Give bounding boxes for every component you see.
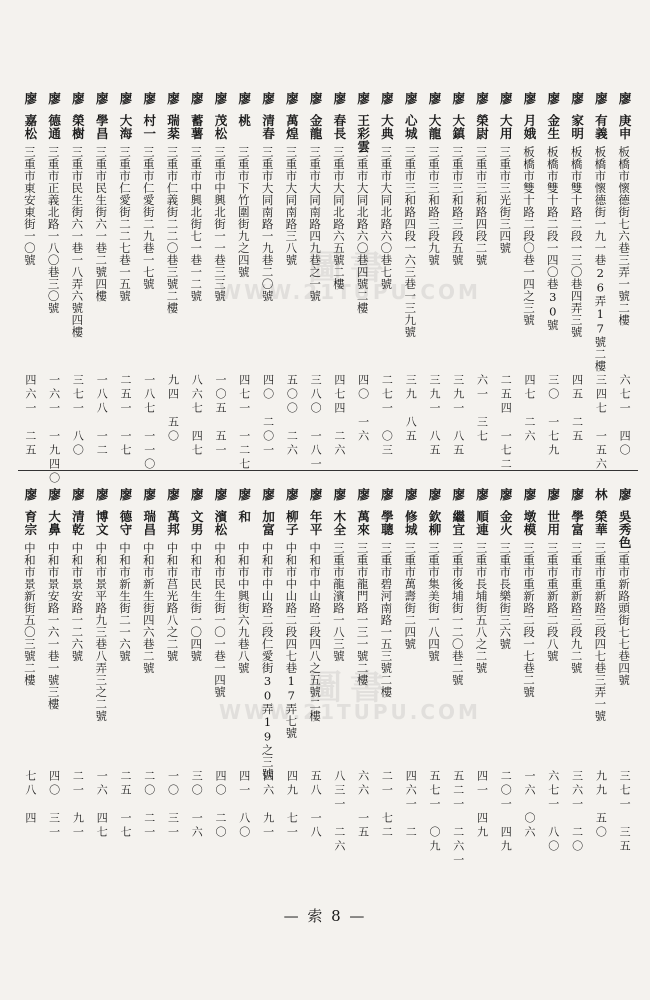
entry-phone: 六一 三七 bbox=[475, 374, 489, 444]
entry-phone: 四〇 二〇一 bbox=[261, 374, 275, 458]
entry-given-name: 欽柳 bbox=[426, 510, 442, 536]
entry-surname: 廖 bbox=[189, 92, 205, 105]
entry-given-name: 庚申 bbox=[617, 114, 633, 140]
entry-surname: 廖 bbox=[355, 92, 371, 105]
entry-given-name: 加富 bbox=[260, 510, 276, 536]
entry-surname: 廖 bbox=[498, 92, 514, 105]
entry-surname: 廖 bbox=[331, 92, 347, 105]
entry-given-name: 家明 bbox=[569, 114, 585, 140]
entry-surname: 廖 bbox=[617, 488, 633, 501]
entry-phone: 五八 一八 bbox=[309, 770, 323, 840]
entry-phone: 四七四 二六 bbox=[332, 374, 346, 458]
entry-surname: 林 bbox=[593, 488, 609, 501]
directory-entry bbox=[329, 92, 349, 458]
entry-address: 三重市三和路三段九號 bbox=[426, 146, 441, 266]
directory-entry bbox=[424, 92, 444, 458]
directory-entry bbox=[567, 488, 587, 854]
entry-given-name: 德通 bbox=[46, 114, 62, 140]
entry-given-name: 萬邦 bbox=[165, 510, 181, 536]
entry-surname: 廖 bbox=[117, 488, 133, 501]
entry-given-name: 榮樹 bbox=[70, 114, 86, 140]
entry-surname: 廖 bbox=[308, 488, 324, 501]
directory-entry bbox=[543, 488, 563, 854]
directory-entry bbox=[519, 488, 539, 848]
entry-address: 三重市仁義街二二〇巷三號二樓 bbox=[165, 146, 180, 314]
entry-surname: 廖 bbox=[426, 92, 442, 105]
entry-phone: 一六 〇六 bbox=[523, 770, 537, 840]
entry-surname: 廖 bbox=[331, 488, 347, 501]
entry-address: 板橋市懷德街七六巷三弄一號二樓 bbox=[617, 146, 632, 326]
entry-address: 三重市正義北路一八〇巷三〇號 bbox=[46, 146, 61, 314]
directory-entry bbox=[400, 92, 420, 452]
directory-entry bbox=[91, 488, 111, 848]
entry-surname: 廖 bbox=[236, 92, 252, 105]
entry-address: 中和市景新街五〇三號二樓 bbox=[22, 542, 37, 686]
entry-phone: 六七一 八〇 bbox=[546, 770, 560, 854]
entry-given-name: 大龍 bbox=[426, 114, 442, 140]
directory-entry bbox=[258, 92, 278, 458]
directory-entry bbox=[67, 488, 87, 848]
entry-phone: 四六 九一 bbox=[261, 770, 275, 840]
entry-surname: 廖 bbox=[355, 488, 371, 501]
entry-phone: 四六一 二五 bbox=[23, 374, 37, 458]
entry-phone: 一六一 一九四〇 bbox=[47, 374, 61, 486]
entry-surname: 廖 bbox=[569, 488, 585, 501]
directory-entry bbox=[115, 488, 135, 848]
entry-surname: 廖 bbox=[308, 92, 324, 105]
entry-phone: 四〇 一六 bbox=[356, 374, 370, 444]
entry-given-name: 育宗 bbox=[22, 510, 38, 536]
entry-address: 中和市中興街六九巷八號 bbox=[236, 542, 251, 674]
entry-given-name: 和 bbox=[236, 510, 252, 523]
entry-address: 中和市中山路二段仁愛街30弄19之三號 bbox=[260, 542, 275, 780]
entry-surname: 廖 bbox=[426, 488, 442, 501]
entry-surname: 廖 bbox=[213, 92, 229, 105]
entry-address: 三重市仁愛街二九巷一七號 bbox=[141, 146, 156, 290]
entry-surname: 廖 bbox=[94, 488, 110, 501]
entry-phone: 四七 二六 bbox=[523, 374, 537, 444]
directory-entry bbox=[44, 92, 64, 486]
entry-surname: 廖 bbox=[165, 488, 181, 501]
entry-phone: 三九 八五 bbox=[404, 374, 418, 444]
directory-entry bbox=[186, 488, 206, 848]
entry-address: 三重市東安東街一〇號 bbox=[22, 146, 37, 266]
entry-address: 三重市仁愛街二二七巷一五號 bbox=[117, 146, 132, 302]
directory-entry bbox=[20, 488, 40, 848]
entry-given-name: 學富 bbox=[569, 510, 585, 536]
entry-phone: 二五四 一七二 bbox=[499, 374, 513, 472]
entry-address: 中和市新生街四六巷二號 bbox=[141, 542, 156, 674]
entry-surname: 廖 bbox=[70, 92, 86, 105]
directory-entry bbox=[20, 92, 40, 458]
directory-entry bbox=[376, 92, 396, 458]
entry-given-name: 瑞棻 bbox=[165, 114, 181, 140]
entry-phone: 五七一 〇九 bbox=[427, 770, 441, 854]
entry-address: 三重市重新路三段四七巷三弄一號 bbox=[593, 542, 608, 722]
entry-given-name: 榮華 bbox=[593, 510, 609, 536]
entry-given-name: 清春 bbox=[260, 114, 276, 140]
entry-phone: 三〇 一七九 bbox=[546, 374, 560, 458]
entry-address: 三重市大同南路三八號 bbox=[284, 146, 299, 266]
entry-surname: 廖 bbox=[260, 488, 276, 501]
entry-given-name: 繼宜 bbox=[450, 510, 466, 536]
entry-address: 三重市中興北街七一巷一二號 bbox=[189, 146, 204, 302]
entry-surname: 廖 bbox=[284, 488, 300, 501]
entry-given-name: 瑞昌 bbox=[141, 510, 157, 536]
directory-entry bbox=[424, 488, 444, 854]
entry-given-name: 蓄薯 bbox=[189, 114, 205, 140]
entry-surname: 廖 bbox=[545, 92, 561, 105]
page-number: — 索 8 — bbox=[283, 907, 367, 925]
entry-given-name: 心城 bbox=[403, 114, 419, 140]
directory-entry bbox=[258, 488, 278, 848]
entry-surname: 廖 bbox=[379, 92, 395, 105]
entry-surname: 廖 bbox=[46, 92, 62, 105]
entry-address: 三重市龍濱路一八三號 bbox=[331, 542, 346, 662]
entry-address: 三重市重新路二段八號 bbox=[545, 542, 560, 662]
entry-given-name: 王彩雲 bbox=[355, 114, 371, 153]
directory-entry bbox=[472, 488, 492, 848]
entry-address: 三重市三和路四段二號 bbox=[474, 146, 489, 266]
entry-address: 三重市新路頭街七七巷四號 bbox=[617, 542, 632, 686]
entry-surname: 廖 bbox=[236, 488, 252, 501]
watermark-text-lower: 圖書 bbox=[308, 668, 392, 708]
directory-entry bbox=[186, 92, 206, 458]
entry-phone: 一〇五 五一 bbox=[214, 374, 228, 458]
entry-given-name: 嘉松 bbox=[22, 114, 38, 140]
entry-surname: 廖 bbox=[545, 488, 561, 501]
directory-entry bbox=[614, 92, 634, 458]
entry-phone: 五二一 二六一 bbox=[451, 770, 465, 868]
entry-phone: 三六一 二〇 bbox=[570, 770, 584, 854]
entry-surname: 廖 bbox=[70, 488, 86, 501]
entry-phone: 三八〇 一八一 bbox=[309, 374, 323, 472]
entry-given-name: 大海 bbox=[117, 114, 133, 140]
directory-entry bbox=[614, 488, 634, 854]
entry-phone: 八六七 四七 bbox=[190, 374, 204, 458]
directory-entry bbox=[353, 488, 373, 848]
entry-given-name: 萬煌 bbox=[284, 114, 300, 140]
entry-address: 三重市大同北路六五號二樓 bbox=[331, 146, 346, 290]
entry-given-name: 村一 bbox=[141, 114, 157, 140]
entry-surname: 廖 bbox=[498, 488, 514, 501]
directory-entry bbox=[495, 488, 515, 854]
entry-address: 三重市大同南路一九巷二〇號 bbox=[260, 146, 275, 302]
entry-address: 中和市景安路一二六號 bbox=[70, 542, 85, 662]
directory-entry bbox=[305, 92, 325, 472]
entry-given-name: 博文 bbox=[94, 510, 110, 536]
directory-entry bbox=[115, 92, 135, 458]
entry-given-name: 月娥 bbox=[522, 114, 538, 140]
directory-entry bbox=[234, 92, 254, 472]
entry-surname: 廖 bbox=[22, 92, 38, 105]
entry-surname: 廖 bbox=[117, 92, 133, 105]
entry-address: 三重市三和路四段一六三巷一三九號 bbox=[403, 146, 418, 338]
entry-given-name: 文男 bbox=[189, 510, 205, 536]
entry-phone: 四〇 三一 bbox=[47, 770, 61, 840]
directory-entry bbox=[139, 488, 159, 848]
entry-given-name: 柳子 bbox=[284, 510, 300, 536]
directory-entry bbox=[353, 92, 373, 452]
directory-entry bbox=[472, 92, 492, 452]
entry-surname: 廖 bbox=[593, 92, 609, 105]
entry-phone: 四一 四九 bbox=[475, 770, 489, 840]
entry-phone: 二一 九一 bbox=[71, 770, 85, 840]
directory-entry bbox=[44, 488, 64, 848]
directory-entry bbox=[590, 92, 610, 472]
top-directory-section bbox=[18, 92, 636, 486]
entry-address: 中和市景平路九三巷八弄三之二號 bbox=[94, 542, 109, 722]
entry-surname: 廖 bbox=[403, 488, 419, 501]
directory-entry bbox=[519, 92, 539, 452]
entry-address: 三重市萬壽街二四號 bbox=[403, 542, 418, 650]
directory-entry bbox=[281, 488, 301, 848]
entry-given-name: 學昌 bbox=[94, 114, 110, 140]
directory-entry bbox=[448, 488, 468, 868]
entry-given-name: 金火 bbox=[498, 510, 514, 536]
directory-entry bbox=[495, 92, 515, 472]
entry-given-name: 濱松 bbox=[213, 510, 229, 536]
watermark-text: 圖書 bbox=[308, 248, 392, 288]
entry-address: 三重市中興北街一一巷三三號 bbox=[213, 146, 228, 302]
entry-address: 中和市民生街一〇一巷一四號 bbox=[213, 542, 228, 698]
entry-address: 三重市後埔街一二〇巷二號 bbox=[450, 542, 465, 686]
entry-given-name: 茂松 bbox=[213, 114, 229, 140]
entry-address: 三重市集美街一八四號 bbox=[426, 542, 441, 662]
entry-phone: 三四七 一五六 bbox=[594, 374, 608, 472]
entry-surname: 廖 bbox=[189, 488, 205, 501]
entry-phone: 三九一 八五 bbox=[427, 374, 441, 458]
entry-address: 三重市民生街六一巷一八弄六號四樓 bbox=[70, 146, 85, 338]
directory-entry bbox=[91, 92, 111, 458]
entry-given-name: 榮尉 bbox=[474, 114, 490, 140]
directory-entry bbox=[139, 92, 159, 472]
entry-address: 板橋市懷德街一九一巷26弄17號二樓 bbox=[593, 146, 608, 372]
entry-address: 三重市三和路三段五號 bbox=[450, 146, 465, 266]
entry-address: 三重市三光街三四號 bbox=[498, 146, 513, 254]
entry-surname: 廖 bbox=[260, 92, 276, 105]
entry-address: 三重市重新路三段九二號 bbox=[569, 542, 584, 674]
watermark-url-lower: WWW.21TUPU.COM bbox=[219, 700, 481, 724]
directory-entry bbox=[281, 92, 301, 458]
entry-given-name: 順連 bbox=[474, 510, 490, 536]
entry-surname: 廖 bbox=[522, 488, 538, 501]
entry-address: 中和市民生街一〇四號 bbox=[189, 542, 204, 662]
entry-surname: 廖 bbox=[522, 92, 538, 105]
entry-phone: 一八八 一二 bbox=[95, 374, 109, 458]
entry-phone: 二一 七二 bbox=[380, 770, 394, 840]
entry-surname: 廖 bbox=[141, 92, 157, 105]
entry-phone: 三〇 一六 bbox=[190, 770, 204, 840]
directory-entry bbox=[376, 488, 396, 848]
entry-surname: 廖 bbox=[450, 92, 466, 105]
entry-surname: 廖 bbox=[450, 488, 466, 501]
entry-phone: 七八 四 bbox=[23, 770, 37, 826]
entry-phone: 六六 一五 bbox=[356, 770, 370, 840]
entry-surname: 廖 bbox=[474, 92, 490, 105]
directory-entry bbox=[448, 92, 468, 458]
entry-given-name: 木全 bbox=[331, 510, 347, 536]
bottom-directory-section bbox=[18, 488, 636, 868]
entry-given-name: 桃 bbox=[236, 114, 252, 127]
entry-address: 三重市大同南路四九巷之一號 bbox=[308, 146, 323, 302]
directory-entry bbox=[163, 92, 183, 452]
directory-entry bbox=[543, 92, 563, 458]
entry-phone: 三九一 八五 bbox=[451, 374, 465, 458]
entry-surname: 廖 bbox=[379, 488, 395, 501]
directory-entry bbox=[67, 92, 87, 458]
entry-phone: 五〇〇 二六 bbox=[285, 374, 299, 458]
entry-phone: 一八七 一一〇 bbox=[142, 374, 156, 472]
entry-surname: 廖 bbox=[141, 488, 157, 501]
directory-entry bbox=[400, 488, 420, 848]
directory-entry bbox=[210, 92, 230, 458]
entry-surname: 廖 bbox=[213, 488, 229, 501]
entry-address: 三重市大同北路六〇巷七號 bbox=[379, 146, 394, 290]
entry-given-name: 大鎮 bbox=[450, 114, 466, 140]
section-divider bbox=[18, 470, 638, 471]
entry-given-name: 修城 bbox=[403, 510, 419, 536]
entry-given-name: 墩模 bbox=[522, 510, 538, 536]
entry-address: 中和市新生街二一六號 bbox=[117, 542, 132, 662]
entry-given-name: 金生 bbox=[545, 114, 561, 140]
entry-surname: 廖 bbox=[46, 488, 62, 501]
entry-phone: 一六 四七 bbox=[95, 770, 109, 840]
entry-given-name: 世用 bbox=[545, 510, 561, 536]
entry-address: 板橋市雙十路二段一三〇巷四弄三號 bbox=[569, 146, 584, 338]
directory-entry bbox=[590, 488, 610, 848]
entry-given-name: 德守 bbox=[117, 510, 133, 536]
directory-entry bbox=[329, 488, 349, 854]
entry-address: 三重市長埔街五八之二號 bbox=[474, 542, 489, 674]
directory-entry bbox=[567, 92, 587, 452]
entry-address: 三重市龍門路一三一號二樓 bbox=[355, 542, 370, 686]
entry-phone: 四七一 一二七 bbox=[237, 374, 251, 472]
entry-given-name: 大鼻 bbox=[46, 510, 62, 536]
entry-surname: 廖 bbox=[165, 92, 181, 105]
entry-address: 三重市碧河南路一五三號二樓 bbox=[379, 542, 394, 698]
entry-phone: 二五一 一七 bbox=[118, 374, 132, 458]
entry-phone: 四五 二五 bbox=[570, 374, 584, 444]
entry-address: 中和市中山路二段四七巷17弄七號 bbox=[284, 542, 299, 739]
entry-surname: 廖 bbox=[569, 92, 585, 105]
directory-entry bbox=[234, 488, 254, 848]
entry-address: 三重市民生街六一巷二號四樓 bbox=[94, 146, 109, 302]
entry-phone: 四六一 二 bbox=[404, 770, 418, 840]
entry-given-name: 學聰 bbox=[379, 510, 395, 536]
entry-surname: 廖 bbox=[474, 488, 490, 501]
entry-phone: 三七一 三五 bbox=[618, 770, 632, 854]
entry-given-name: 有義 bbox=[593, 114, 609, 140]
directory-entry bbox=[163, 488, 183, 848]
entry-surname: 廖 bbox=[617, 92, 633, 105]
entry-given-name: 吳秀色 bbox=[617, 510, 633, 549]
entry-address: 三重市重新路二段一七巷二號 bbox=[522, 542, 537, 698]
entry-address: 三重市下竹圍街九之四號 bbox=[236, 146, 251, 278]
entry-surname: 廖 bbox=[94, 92, 110, 105]
entry-phone: 二〇 二一 bbox=[142, 770, 156, 840]
entry-address: 板橋市雙十路二段〇巷一四之三號 bbox=[522, 146, 537, 326]
entry-phone: 三七一 八〇 bbox=[71, 374, 85, 458]
entry-phone: 八三一 二六 bbox=[332, 770, 346, 854]
entry-phone: 四九 七一 bbox=[285, 770, 299, 840]
entry-surname: 廖 bbox=[22, 488, 38, 501]
entry-address: 三重市長樂街三六號 bbox=[498, 542, 513, 650]
watermark-url: WWW.21TUPU.COM bbox=[219, 280, 481, 304]
entry-given-name: 大用 bbox=[498, 114, 514, 140]
entry-address: 板橋市雙十路二段一四〇巷30號 bbox=[545, 146, 560, 331]
entry-address: 中和市景安路一六一巷一號三樓 bbox=[46, 542, 61, 710]
entry-address: 中和市中山路二段四八之五號二樓 bbox=[308, 542, 323, 722]
entry-phone: 九九 五〇 bbox=[594, 770, 608, 840]
entry-phone: 二〇一 四九 bbox=[499, 770, 513, 854]
entry-given-name: 清乾 bbox=[70, 510, 86, 536]
entry-given-name: 年平 bbox=[308, 510, 324, 536]
entry-phone: 一〇 三一 bbox=[166, 770, 180, 840]
entry-phone: 四一 八〇 bbox=[237, 770, 251, 840]
directory-entry bbox=[210, 488, 230, 848]
entry-address: 中和市莒光路八之二號 bbox=[165, 542, 180, 662]
entry-phone: 二五 一七 bbox=[118, 770, 132, 840]
entry-phone: 二七一 〇三 bbox=[380, 374, 394, 458]
entry-address: 三重市大同北路六〇巷四號二樓 bbox=[355, 146, 370, 314]
entry-surname: 廖 bbox=[284, 92, 300, 105]
entry-phone: 九四 五〇 bbox=[166, 374, 180, 444]
entry-phone: 六七一 四〇 bbox=[618, 374, 632, 458]
entry-given-name: 金龍 bbox=[308, 114, 324, 140]
directory-entry bbox=[305, 488, 325, 848]
entry-given-name: 萬來 bbox=[355, 510, 371, 536]
entry-surname: 廖 bbox=[403, 92, 419, 105]
entry-phone: 四〇 二〇 bbox=[214, 770, 228, 840]
entry-given-name: 大典 bbox=[379, 114, 395, 140]
entry-given-name: 春長 bbox=[331, 114, 347, 140]
